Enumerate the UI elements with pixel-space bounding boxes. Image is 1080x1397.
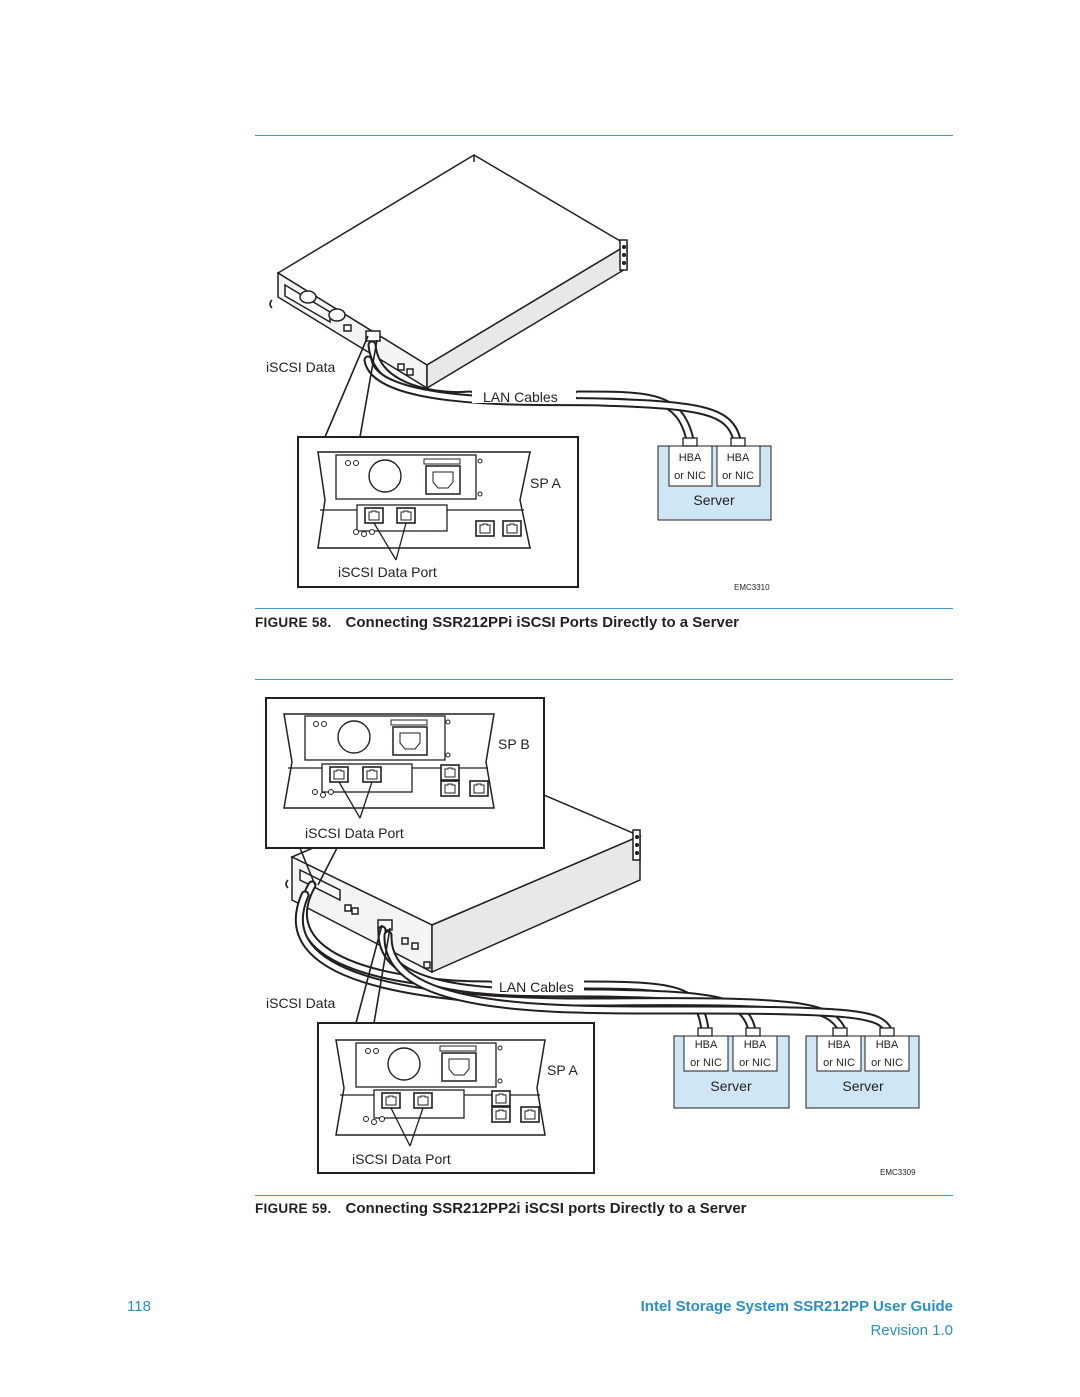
caption-rule <box>255 608 953 609</box>
iscsi-port-label: iSCSI Data Port <box>338 564 437 580</box>
figure-code: EMC3310 <box>734 583 770 592</box>
figure-58-diagram <box>0 0 1080 600</box>
server-1 <box>674 1028 789 1108</box>
sp-b-label: SP B <box>498 736 530 752</box>
storage-chassis <box>270 155 627 388</box>
server-label: Server <box>710 1078 752 1094</box>
nic-label: or NIC <box>690 1057 722 1069</box>
mgmt-port-1 <box>476 521 494 536</box>
sp-a-label: SP A <box>530 475 561 491</box>
mgmt-port-3 <box>521 1107 539 1122</box>
server-label: Server <box>693 492 735 508</box>
hba-label: HBA <box>726 452 750 464</box>
figure-58-caption <box>255 614 739 631</box>
hba-label: HBA <box>694 1039 718 1051</box>
iscsi-port-1 <box>365 508 383 523</box>
lan-cables-label: LAN Cables <box>483 389 558 405</box>
iscsi-port-label-bottom: iSCSI Data Port <box>352 1151 451 1167</box>
iscsi-port-2 <box>397 508 415 523</box>
page-number: 118 <box>127 1298 151 1315</box>
iscsi-port-2 <box>414 1093 432 1108</box>
caption-rule <box>255 1195 953 1196</box>
nic-label: or NIC <box>674 470 706 482</box>
server-label: Server <box>842 1078 884 1094</box>
server <box>658 438 771 520</box>
iscsi-port-2 <box>363 767 381 782</box>
mgmt-port-3 <box>470 781 488 796</box>
mgmt-port-1 <box>492 1091 510 1106</box>
mgmt-port-1 <box>441 765 459 780</box>
figure-59-caption <box>255 1200 747 1217</box>
guide-title: Intel Storage System SSR212PP User Guide <box>640 1298 953 1315</box>
caption-text: Connecting SSR212PPi iSCSI Ports Directly to a Server <box>345 614 739 631</box>
caption-text: Connecting SSR212PP2i iSCSI ports Directly to a Server <box>345 1200 747 1217</box>
figure-59-diagram <box>0 680 1080 1200</box>
nic-label: or NIC <box>871 1057 903 1069</box>
hba-label: HBA <box>743 1039 767 1051</box>
lan-cables-label: LAN Cables <box>499 979 574 995</box>
iscsi-port-1 <box>382 1093 400 1108</box>
revision: Revision 1.0 <box>870 1322 953 1339</box>
figure-code: EMC3309 <box>880 1168 916 1177</box>
caption-label: FIGURE 58. <box>255 615 332 630</box>
hba-label: HBA <box>827 1039 851 1051</box>
iscsi-data-label: iSCSI Data <box>266 995 336 1011</box>
hba-label: HBA <box>678 452 702 464</box>
hba-label: HBA <box>875 1039 899 1051</box>
iscsi-data-label: iSCSI Data <box>266 359 336 375</box>
nic-label: or NIC <box>823 1057 855 1069</box>
sp-a-label: SP A <box>547 1062 578 1078</box>
nic-label: or NIC <box>722 470 754 482</box>
mgmt-port-2 <box>441 781 459 796</box>
caption-label: FIGURE 59. <box>255 1201 332 1216</box>
server-2 <box>806 1028 919 1108</box>
mgmt-port-2 <box>492 1107 510 1122</box>
mgmt-port-2 <box>503 521 521 536</box>
iscsi-port-1 <box>330 767 348 782</box>
iscsi-port-label-top: iSCSI Data Port <box>305 825 404 841</box>
nic-label: or NIC <box>739 1057 771 1069</box>
